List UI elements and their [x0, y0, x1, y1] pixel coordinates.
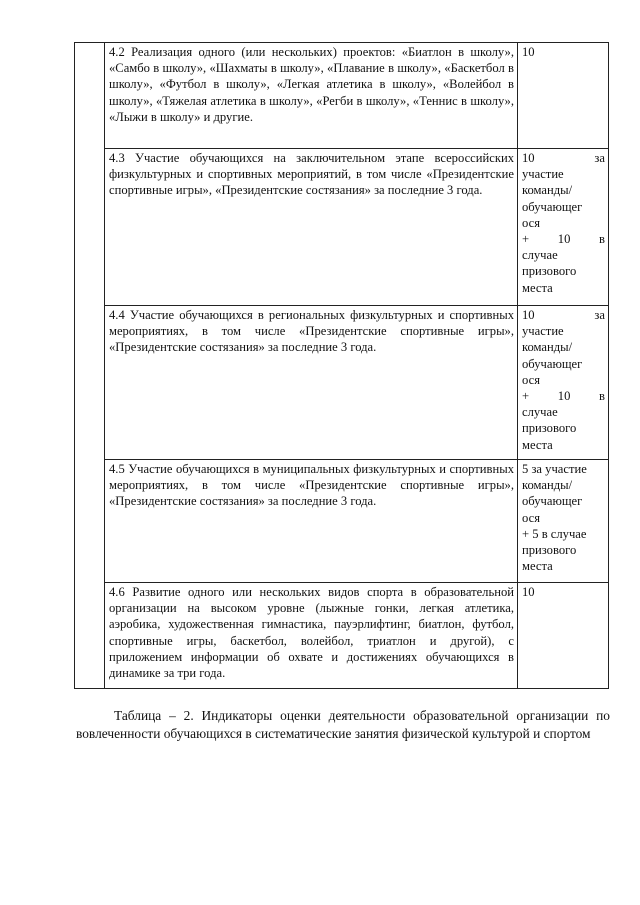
score-line: 10: [522, 585, 535, 599]
criteria-table: [74, 42, 609, 689]
score-line: участие: [522, 167, 564, 182]
criterion-score: [518, 460, 609, 583]
score-line: 10: [522, 45, 535, 59]
score-line: ося: [522, 510, 540, 525]
criterion-description: 4.5 Участие обучающихся в муниципальных физкультурных и спортивных мероприятиях, в том числе «Президентские спортивные игры», «Президентские состязания» за последние 3 года.: [105, 460, 518, 583]
score-line: + 5 в случае: [522, 526, 587, 541]
score-line: обучающег: [522, 199, 583, 214]
score-line: 10 за: [522, 308, 605, 322]
criterion-description: 4.2 Реализация одного (или нескольких) проектов: «Биатлон в школу», «Самбо в школу», «Шахматы в школу», «Плавание в школу», «Баскетбол в школу», «Футбол в школу», «Легкая атлетика в школу», «Волейбол в школу», «Тяжелая атлетика в школу», «Регби в школу», «Теннис в школу», «Лыжи в школу» и другие.: [105, 43, 518, 149]
score-line: случае: [522, 405, 558, 420]
score-line: 5 за участие: [522, 462, 587, 476]
score-line: команды/: [522, 183, 573, 198]
score-line: обучающег: [522, 494, 583, 509]
score-line: места: [522, 280, 553, 295]
table-row: [75, 149, 609, 306]
score-line: случае: [522, 248, 558, 263]
score-line: команды/: [522, 478, 573, 493]
score-line: команды/: [522, 340, 573, 355]
criterion-description: 4.4 Участие обучающихся в региональных физкультурных и спортивных мероприятиях, в том числе «Президентские спортивные игры», «Президентские состязания» за последние 3 года.: [105, 306, 518, 460]
score-line: призового: [522, 543, 577, 558]
score-line: обучающег: [522, 356, 583, 371]
score-line: ося: [522, 215, 540, 230]
score-line: призового: [522, 264, 577, 279]
score-line: + 10 в: [522, 232, 605, 247]
score-line: места: [522, 559, 553, 574]
score-line: участие: [522, 324, 564, 339]
criterion-score: [518, 43, 609, 149]
table-caption: Таблица – 2. Индикаторы оценки деятельности образовательной организации по вовлеченности обучающихся в систематические занятия физической культурой и спортом: [76, 708, 610, 742]
criterion-score: [518, 149, 609, 306]
criterion-score: [518, 583, 609, 689]
table-row: [75, 583, 609, 689]
score-line: места: [522, 437, 553, 452]
score-line: призового: [522, 421, 577, 436]
criterion-description: 4.3 Участие обучающихся на заключительном этапе всероссийских физкультурных и спортивных мероприятий, в том числе «Президентские спортивные игры», «Президентские состязания» за последние 3 года.: [105, 149, 518, 306]
score-line: ося: [522, 372, 540, 387]
score-line: 10 за: [522, 151, 605, 165]
empty-index-cell: [75, 43, 105, 689]
table-row: [75, 43, 609, 149]
score-line: + 10 в: [522, 389, 605, 404]
criterion-description: 4.6 Развитие одного или нескольких видов спорта в образовательной организации на высоком уровне (лыжные гонки, легкая атлетика, аэробика, художественная гимнастика, пауэрлифтинг, биатлон, футбол, спортивные игры, баскетбол, волейбол, триатлон и другой), с приложением информации об охвате и достижениях обучающихся в динамике за три года.: [105, 583, 518, 689]
table-row: [75, 306, 609, 460]
criterion-score: [518, 306, 609, 460]
table-row: [75, 460, 609, 583]
